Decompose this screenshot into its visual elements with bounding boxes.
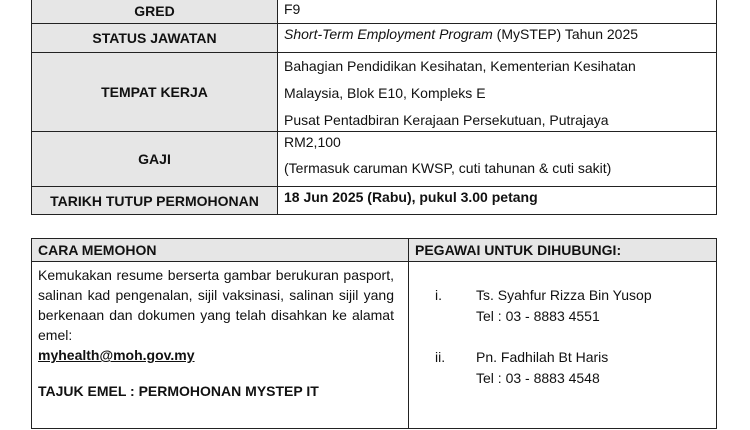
label-gaji: GAJI [32, 132, 278, 187]
contacts-header: PEGAWAI UNTUK DIHUBUNGI: [409, 239, 717, 262]
row-gaji [32, 132, 717, 187]
status-rest: (MySTEP) Tahun 2025 [492, 26, 639, 42]
contact-2-name: Pn. Fadhilah Bt Haris [476, 349, 609, 365]
apply-cell [32, 262, 409, 429]
row-status [32, 24, 717, 53]
value-tarikh [278, 187, 717, 215]
label-tempat: TEMPAT KERJA [32, 53, 278, 132]
email-link[interactable]: myhealth@moh.gov.my [38, 347, 195, 363]
gaji-line-1: RM2,100 [284, 134, 341, 150]
apply-header: CARA MEMOHON [32, 239, 409, 262]
label-status: STATUS JAWATAN [32, 24, 278, 53]
contact-2-tel: Tel : 03 - 8883 4548 [476, 370, 600, 386]
tarikh-value: 18 Jun 2025 (Rabu), pukul 3.00 petang [284, 189, 538, 205]
value-tempat [278, 53, 717, 132]
apply-instructions [32, 262, 400, 401]
contact-1-tel: Tel : 03 - 8883 4551 [476, 308, 600, 324]
value-gred [278, 0, 717, 24]
row-tarikh [32, 187, 717, 215]
howto-body-row [32, 262, 717, 429]
application-table [31, 238, 717, 429]
gaji-line-2: (Termasuk caruman KWSP, cuti tahunan & cuti sakit) [284, 160, 612, 176]
contact-1-num: i. [435, 287, 442, 303]
tempat-line-3: Pusat Pentadbiran Kerajaan Persekutuan, Putrajaya [284, 112, 609, 128]
contact-2-num: ii. [435, 349, 446, 365]
gred-value: F9 [284, 1, 301, 17]
contact-1-name: Ts. Syahfur Rizza Bin Yusop [476, 287, 652, 303]
tempat-line-2: Malaysia, Blok E10, Kompleks E [284, 85, 486, 101]
job-details-table [31, 0, 717, 215]
contact-list [409, 262, 716, 428]
label-gred: GRED [32, 0, 278, 24]
apply-text: Kemukakan resume berserta gambar berukuran pasport, salinan kad pengenalan, sijil vaksinasi, salinan sijil yang berkenaan dan dokumen yang telah disahkan ke alamat emel: [38, 267, 394, 343]
howto-header-row [32, 239, 717, 262]
status-value [284, 24, 716, 45]
row-tempat [32, 53, 717, 132]
value-gaji [278, 132, 717, 187]
label-tarikh: TARIKH TUTUP PERMOHONAN [32, 187, 278, 215]
contacts-cell [409, 262, 717, 429]
tempat-line-1: Bahagian Pendidikan Kesihatan, Kementerian Kesihatan [284, 58, 636, 74]
value-status [278, 24, 717, 53]
status-italic: Short-Term Employment Program [284, 26, 493, 42]
email-subject: TAJUK EMEL : PERMOHONAN MYSTEP IT [38, 383, 319, 399]
row-gred [32, 0, 717, 24]
